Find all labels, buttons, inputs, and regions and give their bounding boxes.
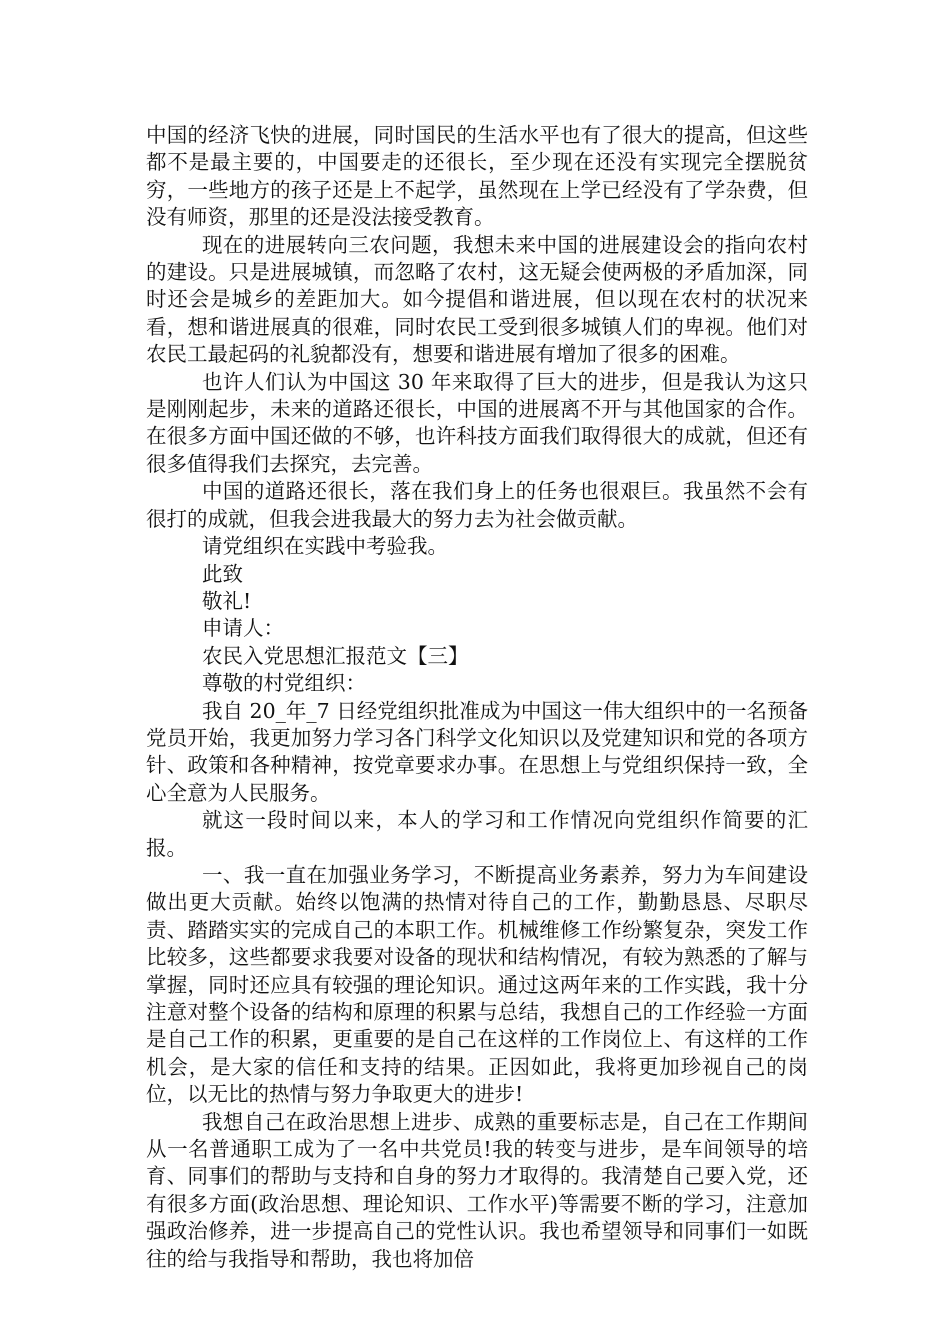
paragraph-probationary-member: 我自 20_年_7 日经党组织批准成为中国这一伟大组织中的一名预备党员开始，我更加努力学习各门科学文化知识以及党建知识和党的各项方针、政策和各种精神，按党章要求办事。在思想上与党组织保持一致，全心全意为人民服务。 xyxy=(146,698,808,805)
paragraph-thirty-years-progress: 也许人们认为中国这 30 年来取得了巨大的进步，但是我认为这只是刚刚起步，未来的道路还很长，中国的进展离不开与其他国家的合作。在很多方面中国还做的不够，也许科技方面我们取得很大的成就，但还有很多值得我们去探究，去完善。 xyxy=(146,369,808,476)
document-body xyxy=(146,122,808,1273)
paragraph-report-intro: 就这一段时间以来，本人的学习和工作情况向党组织作简要的汇报。 xyxy=(146,808,808,860)
paragraph-request-test: 请党组织在实践中考验我。 xyxy=(202,534,448,559)
applicant-label: 申请人： xyxy=(202,616,284,641)
section-heading: 农民入党思想汇报范文【三】 xyxy=(202,643,469,668)
paragraph-three-rural-issues: 现在的进展转向三农问题，我想未来中国的进展建设会的指向农村的建设。只是进展城镇，而忽略了农村，这无疑会使两极的矛盾加深，同时还会是城乡的差距加大。如今提倡和谐进展，但以现在农村的状况来看，想和谐进展真的很难，同时农民工受到很多城镇人们的卑视。他们对农民工最起码的礼貌都没有，想要和谐进展有增加了很多的困难。 xyxy=(146,232,808,367)
closing-jingli: 敬礼! xyxy=(202,588,252,613)
paragraph-road-ahead: 中国的道路还很长，落在我们身上的任务也很艰巨。我虽然不会有很打的成就，但我会进我最大的努力去为社会做贡献。 xyxy=(146,479,808,531)
paragraph-economy: 中国的经济飞快的进展，同时国民的生活水平也有了很大的提高，但这些都不是最主要的，中国要走的还很长，至少现在还没有实现完全摆脱贫穷，一些地方的孩子还是上不起学，虽然现在上学已经没有了学杂费，但没有师资，那里的还是没法接受教育。 xyxy=(146,123,808,230)
paragraph-business-study: 一、我一直在加强业务学习，不断提高业务素养，努力为车间建设做出更大贡献。始终以饱满的热情对待自己的工作，勤勤恳恳、尽职尽责、踏踏实实的完成自己的本职工作。机械维修工作纷繁复杂，突发工作比较多，这些都要求我要对设备的现状和结构情况，有较为熟悉的了解与掌握，同时还应具有较强的理论知识。通过这两年来的工作实践，我十分注意对整个设备的结构和原理的积累与总结，我想自己的工作经验一方面是自己工作的积累，更重要的是自己在这样的工作岗位上、有这样的工作机会，是大家的信任和支持的结果。正因如此，我将更加珍视自己的岗位，以无比的热情与努力争取更大的进步! xyxy=(146,862,808,1107)
paragraph-political-progress: 我想自己在政治思想上进步、成熟的重要标志是，自己在工作期间从一名普通职工成为了一名中共党员!我的转变与进步，是车间领导的培育、同事们的帮助与支持和自身的努力才取得的。我清楚自己要入党，还有很多方面(政治思想、理论知识、工作水平)等需要不断的学习，注意加强政治修养，进一步提高自己的党性认识。我也希望领导和同事们一如既往的给与我指导和帮助，我也将加倍 xyxy=(146,1109,808,1271)
salutation: 尊敬的村党组织： xyxy=(202,671,366,696)
closing-cizhi: 此致 xyxy=(202,561,243,586)
